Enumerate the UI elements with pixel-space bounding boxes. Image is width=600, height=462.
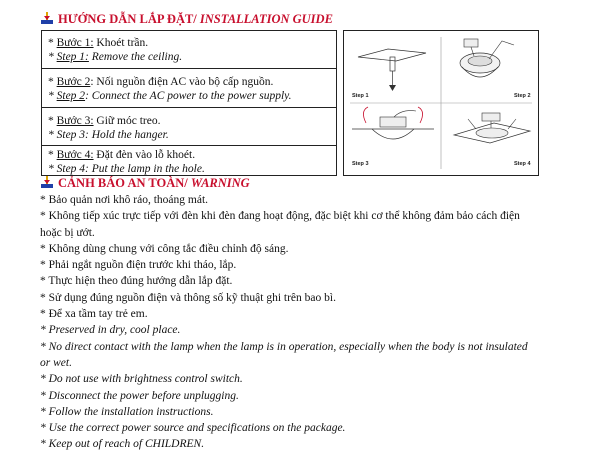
diagram-label-step-1: Step 1 bbox=[352, 93, 369, 99]
installation-diagram bbox=[343, 30, 539, 176]
warning-heading-vi: CẢNH BÁO AN TOÀN/ bbox=[58, 176, 188, 190]
step-row-2 bbox=[42, 69, 336, 108]
warning-item-vi: * Để xa tầm tay trẻ em. bbox=[40, 308, 148, 321]
step-3-vi: * Bước 3: Giữ móc treo. bbox=[48, 115, 161, 127]
warning-heading-en: WARNING bbox=[190, 176, 250, 190]
warning-item-vi: * Thực hiện theo đúng hướng dẫn lắp đặt. bbox=[40, 275, 233, 288]
bookmark-flag-icon bbox=[40, 11, 54, 25]
step-3-illustration bbox=[352, 107, 434, 139]
warning-heading bbox=[40, 175, 250, 191]
warning-item-en: * Preserved in dry, cool place. bbox=[40, 324, 181, 337]
steps-table bbox=[41, 30, 337, 176]
warning-item-vi: * Sử dụng đúng nguồn điện và thông số kỹ thuật ghi trên bao bì. bbox=[40, 291, 336, 304]
step-4-illustration bbox=[454, 113, 530, 143]
step-2-illustration bbox=[460, 39, 514, 77]
step-1-vi: * Bước 1: Khoét trần. bbox=[48, 37, 149, 49]
step-row-3 bbox=[42, 108, 336, 146]
installation-heading-vi: HƯỚNG DẪN LẮP ĐẶT/ bbox=[58, 12, 197, 26]
diagram-label-step-4: Step 4 bbox=[514, 161, 531, 167]
step-3-en: * Step 3: Hold the hanger. bbox=[48, 129, 169, 141]
installation-heading bbox=[40, 11, 333, 27]
warning-item-vi: * Không dùng chung với công tắc điều chỉnh độ sáng. bbox=[40, 242, 289, 255]
warning-item-en: * Disconnect the power before unplugging. bbox=[40, 389, 239, 402]
step-2-en: * Step 2: Connect the AC power to the power supply. bbox=[48, 90, 292, 102]
warning-item-vi: * Phải ngắt nguồn điện trước khi tháo, lắp. bbox=[40, 259, 237, 272]
warning-item-en: or wet. bbox=[40, 356, 72, 369]
diagram-label-step-3: Step 3 bbox=[352, 161, 369, 167]
step-4-en: * Step 4: Put the lamp in the hole. bbox=[48, 163, 205, 175]
installation-heading-en: INSTALLATION GUIDE bbox=[199, 12, 333, 26]
bookmark-flag-icon bbox=[40, 175, 54, 189]
warning-item-en: * No direct contact with the lamp when the lamp is in operation, especially when the body is not insulated bbox=[40, 340, 528, 353]
step-1-en: * Step 1: Remove the ceiling. bbox=[48, 51, 183, 63]
step-4-vi: * Bước 4: Đặt đèn vào lỗ khoét. bbox=[48, 149, 196, 161]
warning-item-en: * Follow the installation instructions. bbox=[40, 405, 214, 418]
warning-item-en: * Use the correct power source and specifications on the package. bbox=[40, 422, 346, 435]
warning-item-vi: hoặc bị ướt. bbox=[40, 226, 95, 239]
warning-item-en: * Keep out of reach of CHILDREN. bbox=[40, 438, 205, 451]
diagram-label-step-2: Step 2 bbox=[514, 93, 531, 99]
warning-list bbox=[40, 192, 590, 453]
warning-item-vi: * Bảo quản nơi khô ráo, thoáng mát. bbox=[40, 194, 209, 206]
step-row-1 bbox=[42, 31, 336, 69]
installation-diagram-svg bbox=[344, 31, 538, 175]
step-1-illustration bbox=[358, 49, 426, 91]
step-row-4 bbox=[42, 146, 336, 177]
warning-item-en: * Do not use with brightness control switch. bbox=[40, 373, 243, 386]
step-2-vi: * Bước 2: Nối nguồn điện AC vào bộ cấp nguồn. bbox=[48, 76, 274, 88]
warning-item-vi: * Không tiếp xúc trực tiếp với đèn khi đèn đang hoạt động, đặc biệt khi cơ thể không đảm bảo cách điện bbox=[40, 210, 520, 223]
